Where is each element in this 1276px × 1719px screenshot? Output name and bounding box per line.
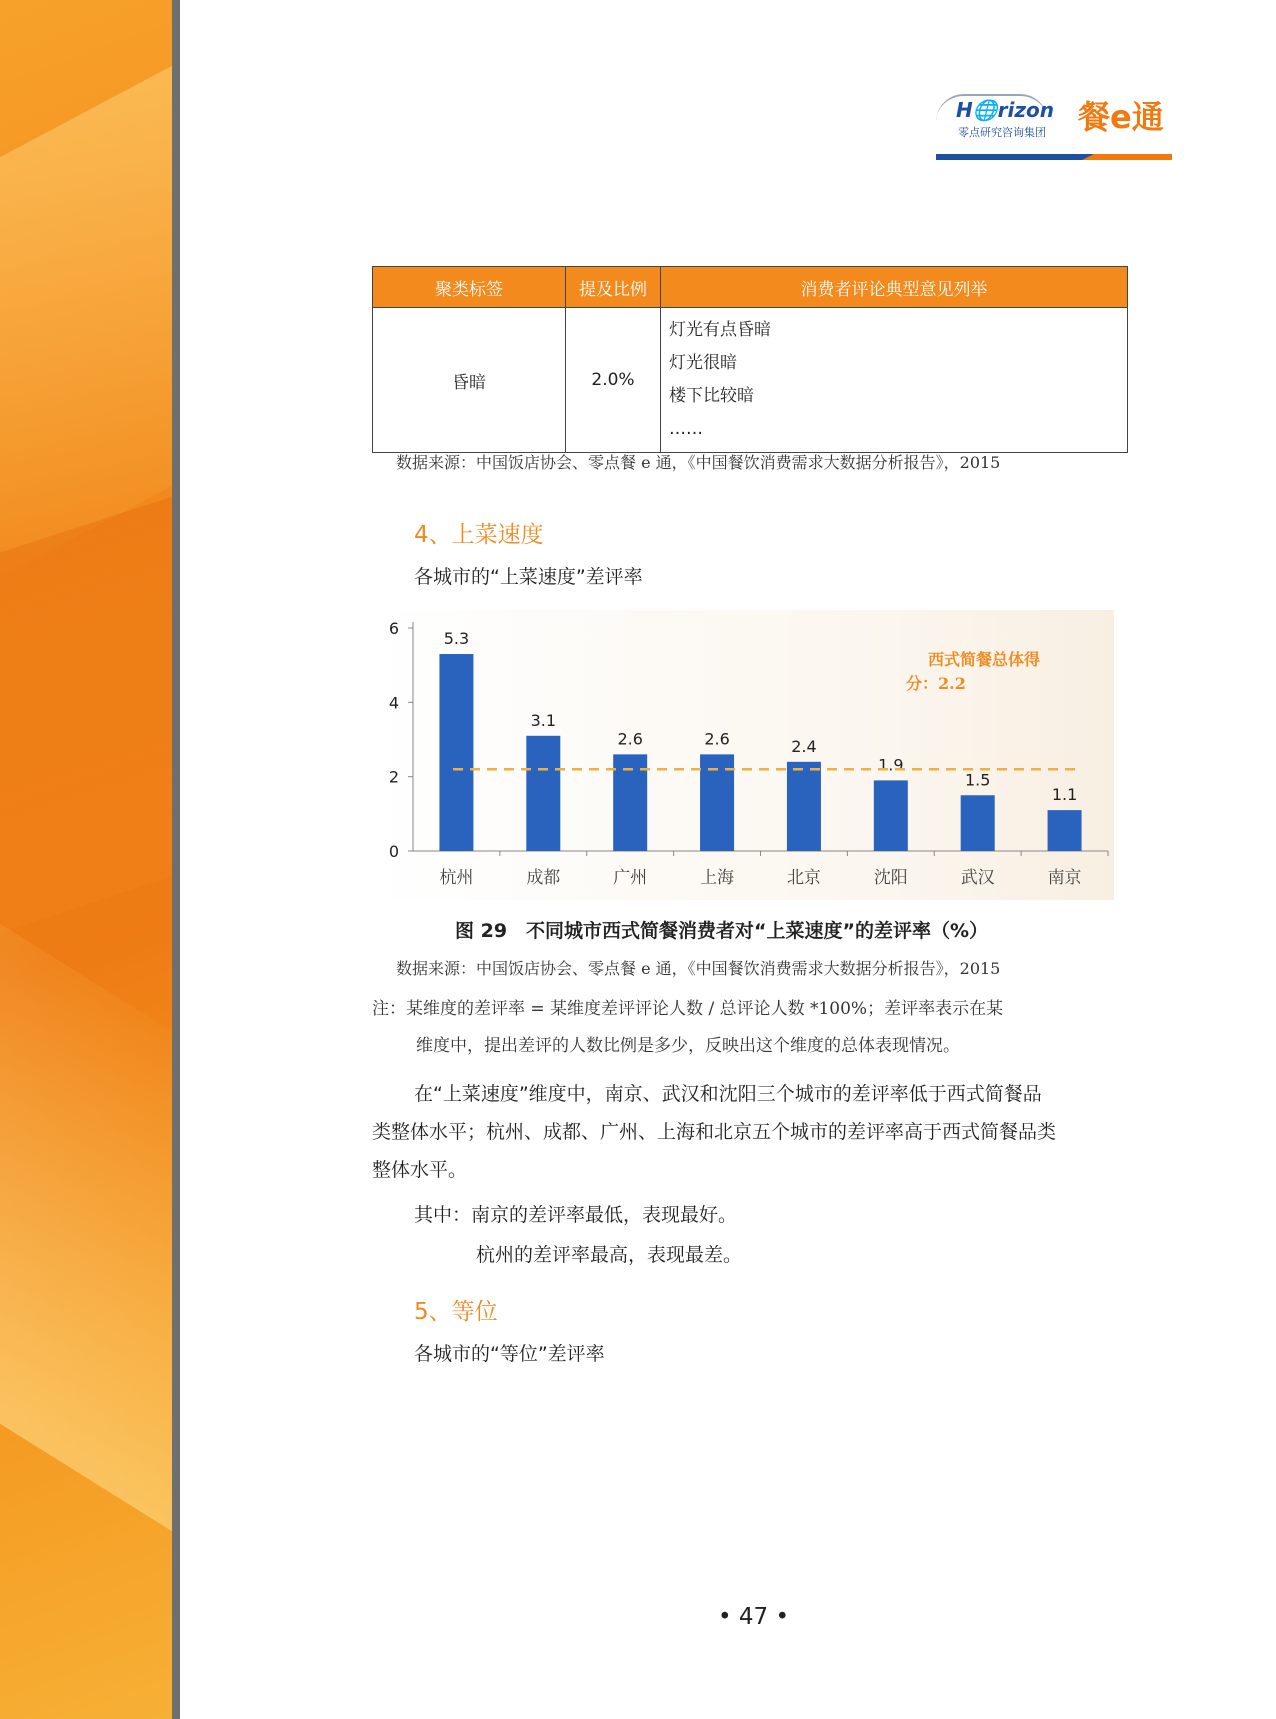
opinion-item: 灯光很暗 <box>669 353 737 373</box>
table-header-row <box>373 267 1128 308</box>
table-cell-label: 昏暗 <box>373 308 566 453</box>
bar-value-label: 3.1 <box>530 710 557 730</box>
data-source: 数据来源：中国饭店协会、零点餐 e 通，《中国餐饮消费需求大数据分析报告》，2015 <box>396 959 1001 978</box>
bar <box>526 736 560 851</box>
side-rule <box>172 0 180 1719</box>
side-decoration <box>0 0 172 1719</box>
figure-caption: 图 29 不同城市西式简餐消费者对“上菜速度”的差评率（%） <box>455 920 989 942</box>
opinion-item: 灯光有点昏暗 <box>669 320 771 340</box>
note-line: 注：某维度的差评率 = 某维度差评评论人数 / 总评论人数 *100%；差评率表示在某 <box>372 999 1004 1019</box>
horizon-logo <box>932 88 1172 162</box>
x-tick-label: 成都 <box>526 868 561 888</box>
y-tick-label: 4 <box>388 693 399 713</box>
body-text: 在“上菜速度”维度中，南京、武汉和沈阳三个城市的差评率低于西式简餐品 <box>414 1083 1042 1105</box>
opinion-item: 楼下比较暗 <box>669 386 754 406</box>
logo-subtitle: 零点研究咨询集团 <box>958 126 1046 139</box>
bar-value-label: 2.4 <box>791 736 817 756</box>
body-text: 类整体水平；杭州、成都、广州、上海和北京五个城市的差评率高于西式简餐品类 <box>372 1121 1057 1143</box>
x-tick-label: 广州 <box>613 868 648 888</box>
y-tick-label: 6 <box>388 619 399 638</box>
x-tick-label: 武汉 <box>960 868 995 888</box>
data-source: 数据来源：中国饭店协会、零点餐 e 通，《中国餐饮消费需求大数据分析报告》，2015 <box>396 453 1001 472</box>
x-tick-label: 杭州 <box>439 868 474 888</box>
bar-chart <box>368 610 1114 900</box>
bar-value-label: 2.6 <box>704 729 730 749</box>
opinion-table <box>372 266 1128 453</box>
body-text: 杭州的差评率最高，表现最差。 <box>476 1244 743 1266</box>
table-cell-opinions <box>661 308 1128 453</box>
bar <box>874 780 908 851</box>
bar-value-label: 2.6 <box>617 729 643 749</box>
bar <box>961 795 995 851</box>
logo-brand: 餐e通 <box>1078 98 1164 136</box>
section-title: 5、等位 <box>414 1299 498 1325</box>
annotation-text: 西式简餐总体得 <box>928 650 1041 669</box>
bar-value-label: 5.3 <box>443 629 470 649</box>
table-cell-ratio: 2.0% <box>566 308 661 453</box>
bar-value-label: 1.5 <box>964 770 991 790</box>
logo-horizon-text: H🌐rizon <box>956 98 1054 122</box>
bar <box>787 762 821 851</box>
x-tick-label: 沈阳 <box>873 868 908 888</box>
note-line: 维度中，提出差评的人数比例是多少，反映出这个维度的总体表现情况。 <box>416 1036 960 1056</box>
table-header: 提及比例 <box>566 267 661 308</box>
y-tick-label: 0 <box>388 842 399 861</box>
table-row <box>373 308 1128 453</box>
opinion-item: …… <box>669 419 703 439</box>
x-tick-label: 南京 <box>1047 868 1082 888</box>
section-title: 4、上菜速度 <box>414 522 544 548</box>
body-text: 其中：南京的差评率最低，表现最好。 <box>414 1204 738 1226</box>
bar <box>439 654 473 851</box>
table-header: 聚类标签 <box>373 267 566 308</box>
x-tick-label: 上海 <box>700 868 735 888</box>
bar-value-label: 1.9 <box>878 755 904 775</box>
body-text: 整体水平。 <box>372 1159 468 1181</box>
x-tick-label: 北京 <box>786 868 821 888</box>
page-number: • 47 • <box>718 1604 790 1630</box>
y-tick-label: 2 <box>388 767 399 787</box>
section-subtitle: 各城市的“等位”差评率 <box>414 1343 605 1365</box>
section-subtitle: 各城市的“上菜速度”差评率 <box>414 566 643 588</box>
annotation-text: 分：2.2 <box>906 674 966 693</box>
bar <box>1048 810 1082 851</box>
bar-value-label: 1.1 <box>1051 785 1078 805</box>
table-header: 消费者评论典型意见列举 <box>661 267 1128 308</box>
